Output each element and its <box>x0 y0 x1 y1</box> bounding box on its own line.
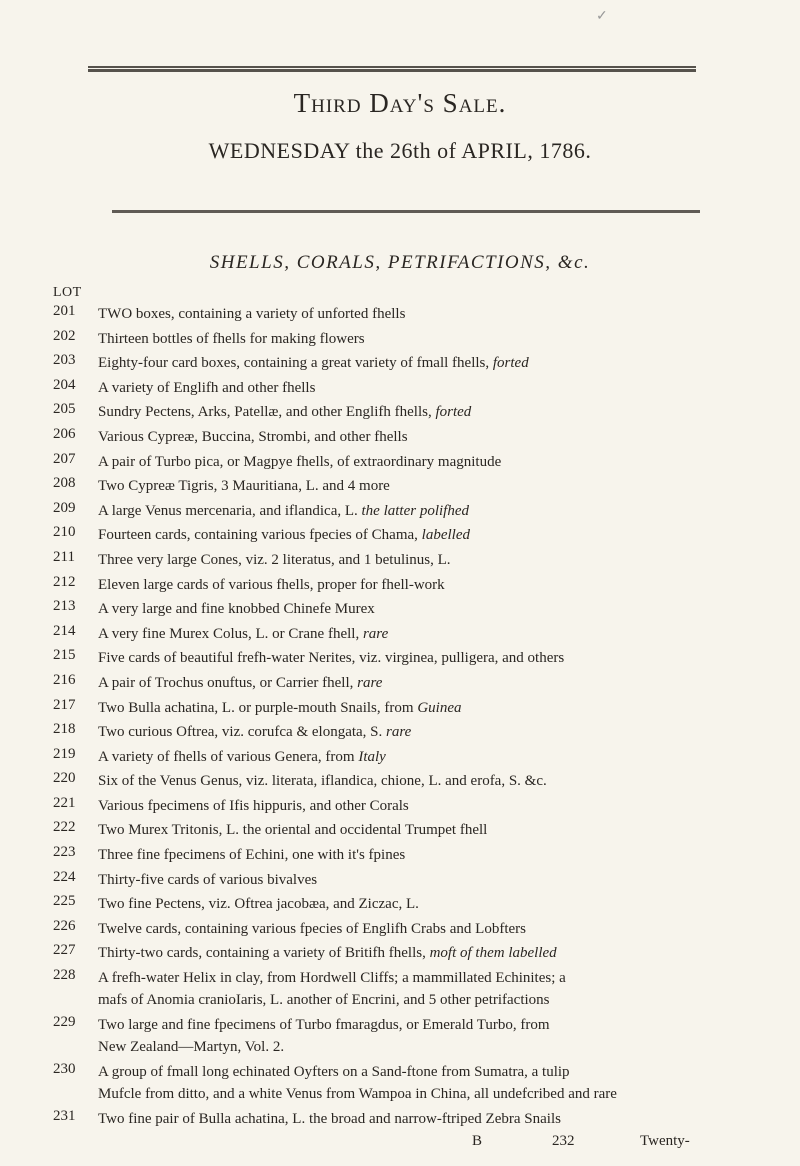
lot-text: A frefh-water Helix in clay, from Hordwell Cliffs; a mammillated Echinites; a <box>98 970 566 987</box>
lot-row <box>0 1061 800 1108</box>
lot-text: Three very large Cones, viz. 2 literatus, and 1 betulinus, L. <box>98 551 451 568</box>
lot-description <box>98 524 758 546</box>
lot-text: Six of the Venus Genus, viz. literata, iflandica, chione, L. and erofa, S. &c. <box>98 773 547 790</box>
lot-number: 205 <box>53 401 76 418</box>
lot-description <box>98 475 758 497</box>
lot-number: 206 <box>53 425 76 442</box>
lot-number: 201 <box>53 303 76 319</box>
lot-description <box>98 451 758 473</box>
lot-row <box>0 451 800 476</box>
lot-text: A very large and fine knobbed Chinefe Murex <box>98 601 375 618</box>
lot-text: Three fine fpecimens of Echini, one with it's fpines <box>98 847 406 864</box>
lot-row <box>0 918 800 943</box>
lot-description <box>98 672 758 694</box>
lot-row <box>0 967 800 1014</box>
lot-text: Two curious Oftrea, viz. corufca & elongata, S. <box>98 724 383 741</box>
lot-row <box>0 1014 800 1061</box>
lot-note: labelled <box>421 527 470 544</box>
lot-text: A group of fmall long echinated Oyfters on a Sand-ftone from Sumatra, a tulip <box>98 1064 570 1081</box>
lot-description <box>98 328 758 350</box>
lot-number: 208 <box>53 475 76 492</box>
lot-row <box>0 377 800 402</box>
lot-text: Two Murex Tritonis, L. the oriental and occidental Trumpet fhell <box>98 822 488 839</box>
lot-number: 207 <box>53 450 76 467</box>
lot-row <box>0 574 800 599</box>
lot-number: 223 <box>53 844 76 861</box>
lot-row <box>0 549 800 574</box>
signature-mark: B <box>472 1133 483 1149</box>
lot-note: forted <box>492 355 529 372</box>
lot-description <box>98 770 758 792</box>
lot-number: 224 <box>53 868 76 885</box>
lot-text: Eleven large cards of various fhells, proper for fhell-work <box>98 576 445 593</box>
lot-description <box>98 1108 758 1130</box>
lot-row <box>0 328 800 353</box>
lot-description <box>98 746 758 768</box>
lot-number: 226 <box>53 917 76 934</box>
lot-text: A variety of Englifh and other fhells <box>98 379 316 396</box>
lot-row <box>0 1108 800 1133</box>
lot-row <box>0 623 800 648</box>
lot-number: 230 <box>53 1061 76 1078</box>
lot-text-continued: mafs of Anomia cranioIaris, L. another of Encrini, and 5 other petrifactions <box>98 992 550 1009</box>
lot-text: Various fpecimens of Ifis hippuris, and other Corals <box>98 797 409 814</box>
lot-text: A large Venus mercenaria, and iflandica, L. <box>98 502 358 519</box>
lot-note: rare <box>357 674 383 691</box>
lot-row <box>0 647 800 672</box>
lot-row <box>0 795 800 820</box>
lot-note: forted <box>435 404 472 421</box>
lot-column-label: LOT <box>53 285 82 300</box>
lot-row <box>0 844 800 869</box>
lot-text-continued: New Zealand—Martyn, Vol. 2. <box>98 1039 285 1056</box>
lot-description <box>98 893 758 915</box>
lot-row <box>0 401 800 426</box>
lot-description <box>98 967 758 1011</box>
lot-text: Various Cypreæ, Buccina, Strombi, and other fhells <box>98 428 408 445</box>
pencil-mark: ✓ <box>596 9 608 24</box>
catch-number: 232 <box>552 1133 575 1149</box>
lot-number: 215 <box>53 647 76 664</box>
lot-description <box>98 623 758 645</box>
lot-number: 214 <box>53 622 76 639</box>
lot-row <box>0 869 800 894</box>
lot-number: 203 <box>53 352 76 369</box>
lot-description <box>98 598 758 620</box>
lot-text-continued: Mufcle from ditto, and a white Venus from Wampoa in China, all undefcribed and rare <box>98 1086 617 1103</box>
lot-list <box>0 303 800 1133</box>
catchword: Twenty- <box>640 1133 690 1149</box>
lot-row <box>0 426 800 451</box>
section-heading: SHELLS, CORALS, PETRIFACTIONS, &c. <box>209 252 591 273</box>
lot-number: 216 <box>53 671 76 688</box>
lot-text: TWO boxes, containing a variety of unforted fhells <box>98 306 406 322</box>
lot-description <box>98 377 758 399</box>
lot-description <box>98 795 758 817</box>
lot-text: Thirteen bottles of fhells for making flowers <box>98 330 365 347</box>
lot-text: Eighty-four card boxes, containing a great variety of fmall fhells, <box>98 355 490 372</box>
lot-row <box>0 598 800 623</box>
lot-text: A pair of Trochus onuftus, or Carrier fhell, <box>98 674 354 691</box>
lot-description <box>98 500 758 522</box>
lot-description <box>98 401 758 423</box>
lot-text: Sundry Pectens, Arks, Patellæ, and other Englifh fhells, <box>98 404 432 421</box>
lot-text: Two Cypreæ Tigris, 3 Mauritiana, L. and 4 more <box>98 478 390 495</box>
lot-text: Thirty-two cards, containing a variety of Britifh fhells, <box>98 945 426 962</box>
lot-description <box>98 697 758 719</box>
lot-row <box>0 672 800 697</box>
lot-description <box>98 647 758 669</box>
divider-rule <box>112 210 700 213</box>
lot-row <box>0 303 800 328</box>
lot-number: 221 <box>53 794 76 811</box>
lot-description <box>98 549 758 571</box>
lot-number: 219 <box>53 745 76 762</box>
lot-text: Thirty-five cards of various bivalves <box>98 871 318 888</box>
lot-row <box>0 500 800 525</box>
lot-description <box>98 426 758 448</box>
lot-number: 229 <box>53 1014 76 1031</box>
lot-text: A very fine Murex Colus, L. or Crane fhell, <box>98 625 360 642</box>
lot-description <box>98 869 758 891</box>
lot-note: Italy <box>358 748 386 765</box>
lot-text: Five cards of beautiful frefh-water Nerites, viz. virginea, pulligera, and others <box>98 650 565 667</box>
lot-number: 231 <box>53 1108 76 1125</box>
sale-date: WEDNESDAY the 26th of APRIL, 1786. <box>208 138 592 163</box>
lot-number: 211 <box>53 548 75 565</box>
lot-row <box>0 721 800 746</box>
lot-number: 218 <box>53 721 76 738</box>
lot-note: moft of them labelled <box>429 945 557 962</box>
lot-number: 228 <box>53 967 76 984</box>
lot-description <box>98 352 758 374</box>
lot-number: 204 <box>53 376 76 393</box>
lot-text: A variety of fhells of various Genera, from <box>98 748 355 765</box>
lot-description <box>98 1061 758 1105</box>
lot-description <box>98 574 758 596</box>
top-rule <box>88 66 696 72</box>
lot-description <box>98 819 758 841</box>
lot-row <box>0 697 800 722</box>
lot-description <box>98 918 758 940</box>
lot-number: 209 <box>53 499 76 516</box>
lot-row <box>0 770 800 795</box>
lot-row <box>0 819 800 844</box>
lot-number: 220 <box>53 770 76 787</box>
lot-note: the latter polifhed <box>361 502 469 519</box>
lot-row <box>0 352 800 377</box>
lot-text: Two large and fine fpecimens of Turbo fmaragdus, or Emerald Turbo, from <box>98 1017 550 1034</box>
lot-text: Two fine pair of Bulla achatina, L. the broad and narrow-ftriped Zebra Snails <box>98 1111 561 1128</box>
lot-row <box>0 746 800 771</box>
lot-row <box>0 475 800 500</box>
lot-number: 202 <box>53 327 76 344</box>
lot-text: Fourteen cards, containing various fpecies of Chama, <box>98 527 418 544</box>
lot-number: 222 <box>53 819 76 836</box>
lot-description <box>98 844 758 866</box>
lot-number: 227 <box>53 942 76 959</box>
lot-row <box>0 893 800 918</box>
lot-number: 210 <box>53 524 76 541</box>
lot-description <box>98 942 758 964</box>
page-title: Third Day's Sale. <box>293 88 507 118</box>
lot-number: 213 <box>53 598 76 615</box>
lot-row <box>0 524 800 549</box>
lot-number: 225 <box>53 893 76 910</box>
lot-text: A pair of Turbo pica, or Magpye fhells, of extraordinary magnitude <box>98 453 502 470</box>
lot-note: Guinea <box>417 699 462 716</box>
lot-description <box>98 1014 758 1058</box>
lot-note: rare <box>386 724 412 741</box>
lot-number: 217 <box>53 696 76 713</box>
lot-text: Two Bulla achatina, L. or purple-mouth Snails, from <box>98 699 414 716</box>
lot-description <box>98 303 758 325</box>
lot-number: 212 <box>53 573 76 590</box>
lot-text: Twelve cards, containing various fpecies of Englifh Crabs and Lobfters <box>98 920 526 937</box>
lot-description <box>98 721 758 743</box>
lot-text: Two fine Pectens, viz. Oftrea jacobæa, and Ziczac, L. <box>98 896 419 913</box>
lot-note: rare <box>362 625 389 642</box>
lot-row <box>0 942 800 967</box>
